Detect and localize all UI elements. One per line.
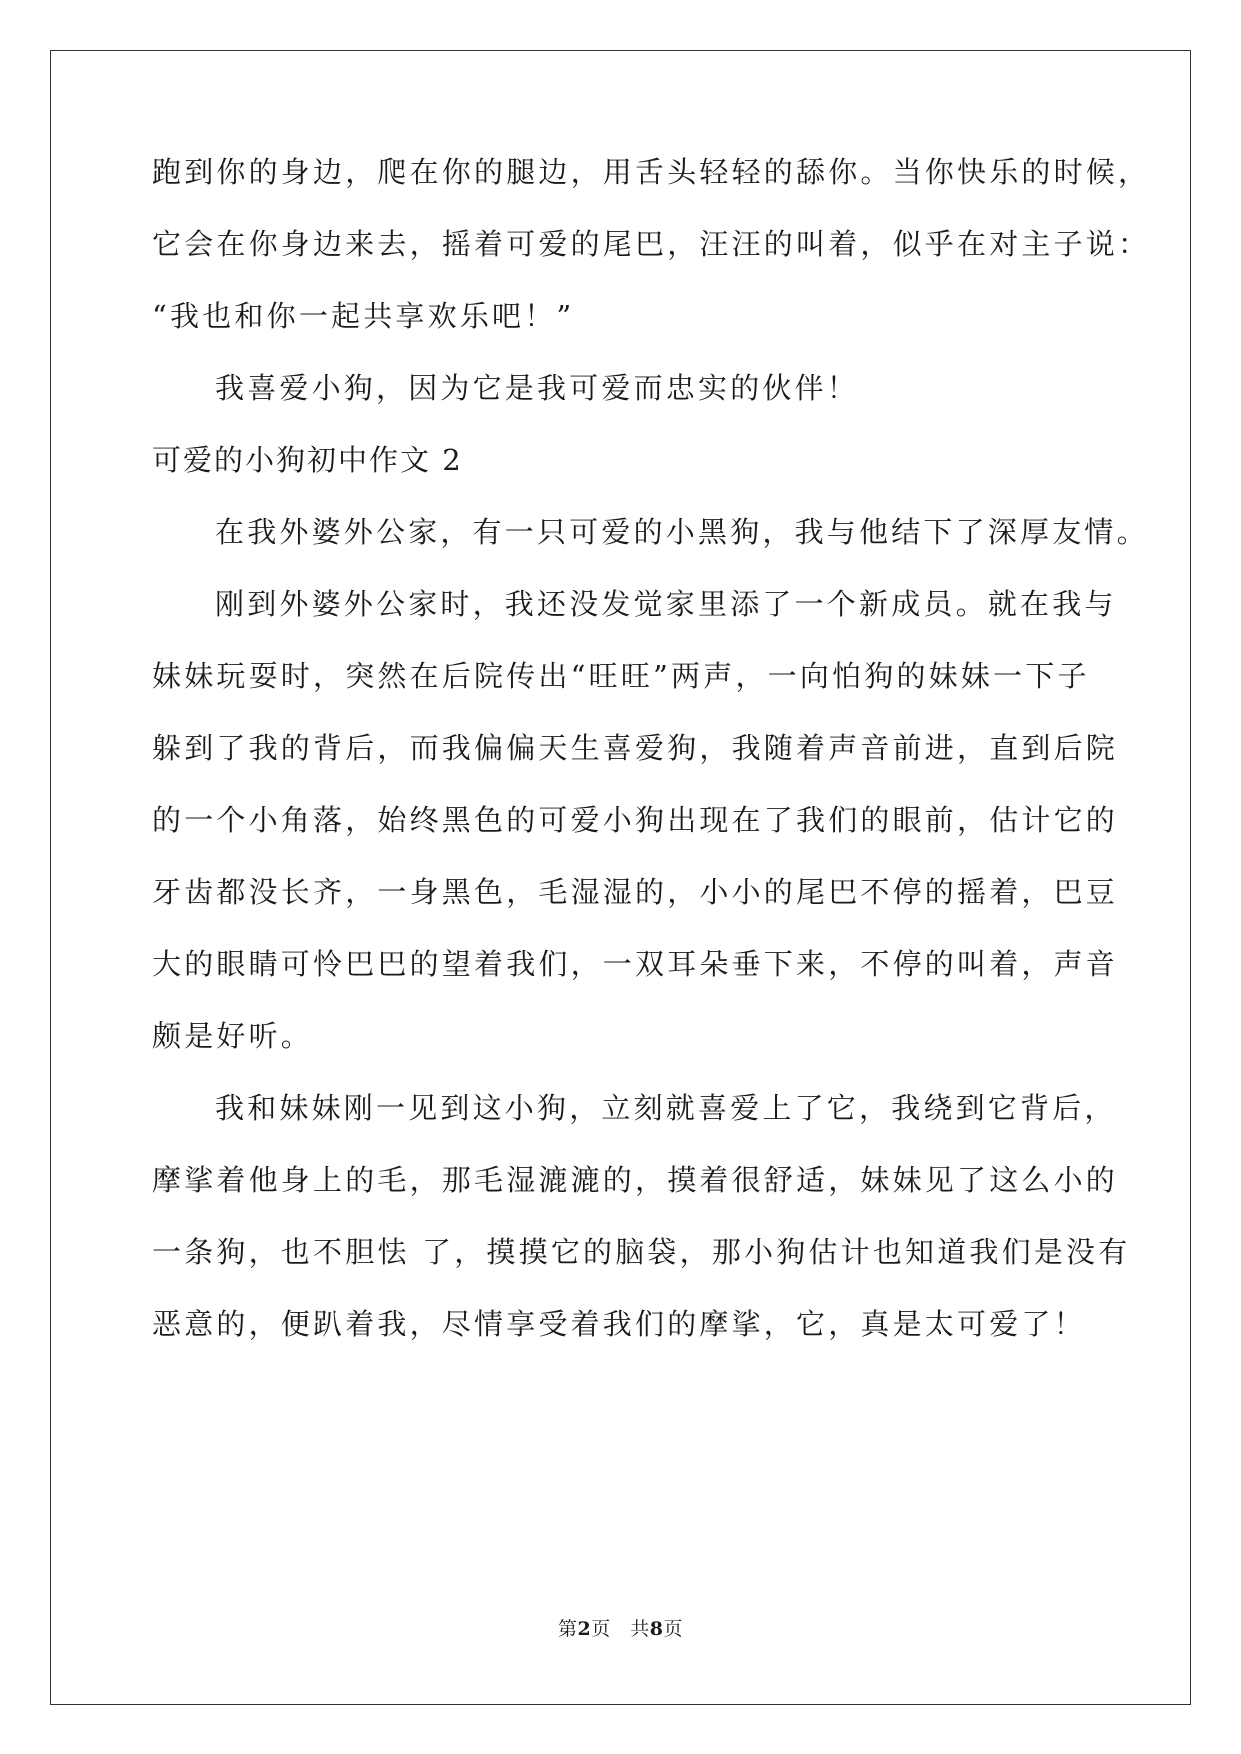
section-heading: 可爱的小狗初中作文 2	[152, 443, 463, 477]
paragraph-start: 我喜爱小狗，因为它是我可爱而忠实的伙伴！	[215, 371, 860, 405]
footer-prefix: 第	[557, 1618, 578, 1640]
text-line: 躲到了我的背后，而我偏偏天生喜爱狗，我随着声音前进，直到后院	[152, 731, 1119, 765]
text-line: “我也和你一起共享欢乐吧！”	[152, 299, 575, 333]
text-line: 牙齿都没长齐，一身黑色，毛湿湿的，小小的尾巴不停的摇着，巴豆	[152, 875, 1119, 909]
text-line: 妹妹玩耍时，突然在后院传出“旺旺”两声，一向怕狗的妹妹一下子	[152, 659, 1090, 693]
paragraph-start: 我和妹妹刚一见到这小狗，立刻就喜爱上了它，我绕到它背后，	[215, 1091, 1117, 1125]
paragraph-start: 刚到外婆外公家时，我还没发觉家里添了一个新成员。就在我与	[215, 587, 1117, 621]
current-page-number: 2	[577, 1618, 592, 1640]
text-line: 摩挲着他身上的毛，那毛湿漉漉的，摸着很舒适，妹妹见了这么小的	[152, 1163, 1119, 1197]
text-line: 跑到你的身边，爬在你的腿边，用舌头轻轻的舔你。当你快乐的时候，	[152, 155, 1151, 189]
text-line: 一条狗，也不胆怯 了，摸摸它的脑袋，那小狗估计也知道我们是没有	[152, 1235, 1131, 1269]
text-line: 颇是好听。	[152, 1019, 314, 1053]
text-line: 恶意的，便趴着我，尽情享受着我们的摩挲，它，真是太可爱了！	[152, 1307, 1086, 1341]
text-line: 大的眼睛可怜巴巴的望着我们，一双耳朵垂下来，不停的叫着，声音	[152, 947, 1119, 981]
paragraph-start: 在我外婆外公家，有一只可爱的小黑狗，我与他结下了深厚友情。	[215, 515, 1149, 549]
text-line: 的一个小角落，始终黑色的可爱小狗出现在了我们的眼前，估计它的	[152, 803, 1119, 837]
footer-mid: 页 共	[591, 1618, 650, 1640]
total-page-number: 8	[649, 1618, 664, 1640]
page-number-footer	[0, 1617, 1241, 1641]
footer-suffix: 页	[663, 1618, 683, 1640]
text-line: 它会在你身边来去，摇着可爱的尾巴，汪汪的叫着，似乎在对主子说：	[152, 227, 1151, 261]
